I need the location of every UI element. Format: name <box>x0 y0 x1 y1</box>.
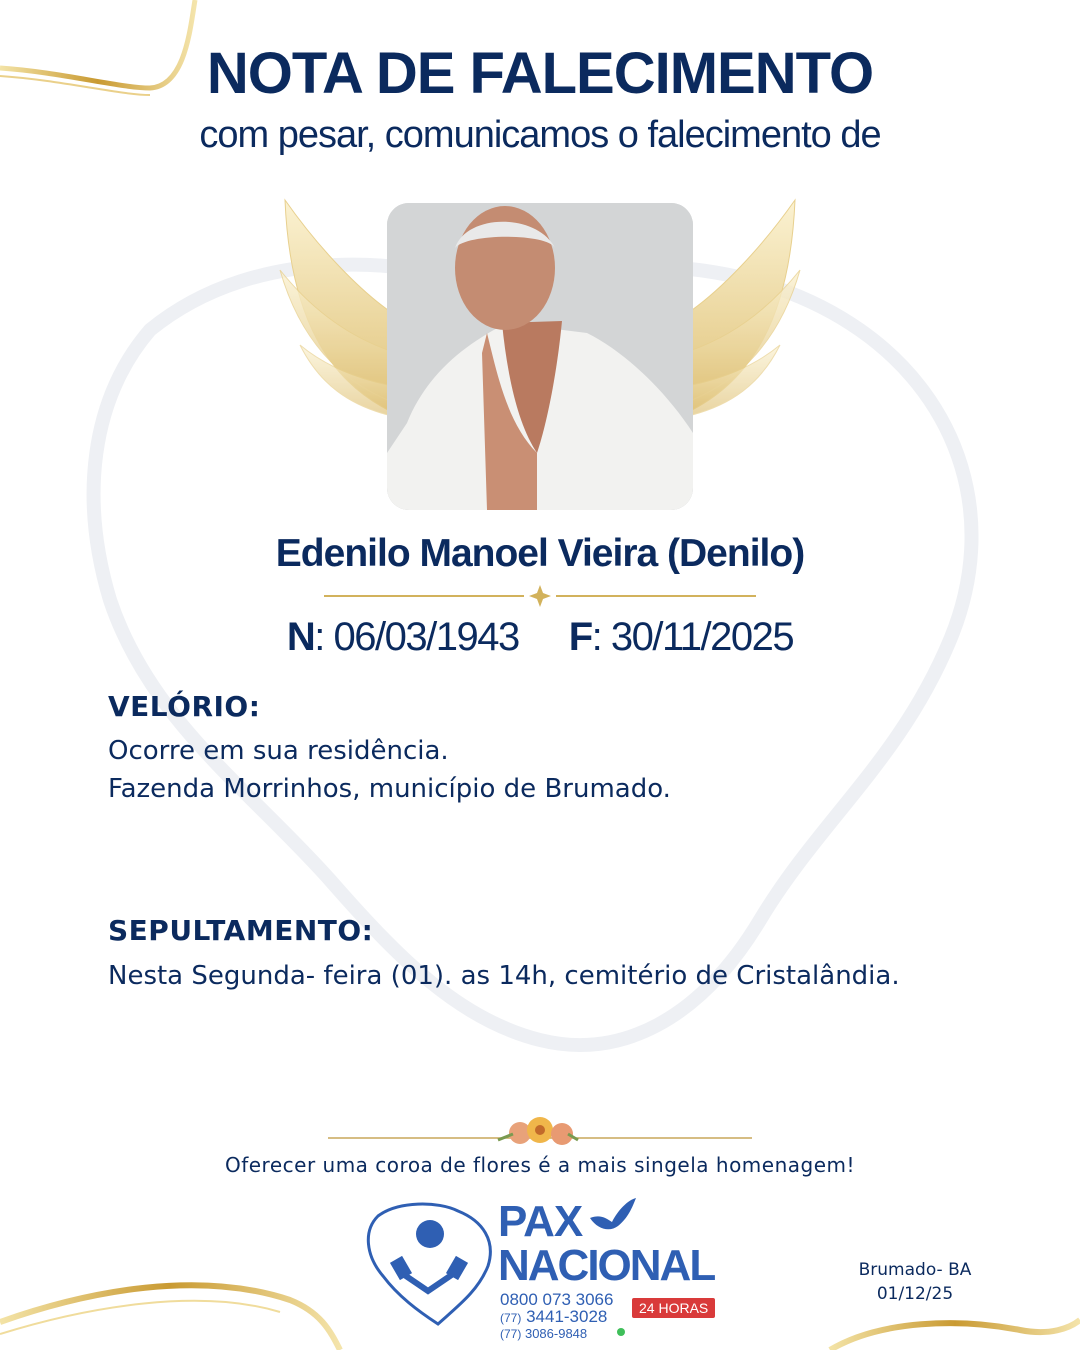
phone-tollfree: 0800 073 3066 <box>500 1290 614 1309</box>
phone-landline-prefix: (77) <box>500 1311 522 1325</box>
sepultamento-heading: SEPULTAMENTO: <box>108 914 374 947</box>
brazil-map-logo-icon <box>358 1196 498 1328</box>
dove-icon <box>588 1196 638 1236</box>
velorio-line-1: Ocorre em sua residência. <box>108 736 449 766</box>
page-title: NOTA DE FALECIMENTO <box>206 41 874 106</box>
phone-whatsapp-number: 3086-9848 <box>524 1326 588 1341</box>
gold-swirl-bottom-left <box>0 1285 340 1350</box>
velorio-line-2: Fazenda Morrinhos, município de Brumado. <box>108 774 671 804</box>
gold-swirl-bottom-right <box>830 1320 1080 1350</box>
phone-whatsapp-prefix: (77) <box>500 1327 522 1341</box>
tribute-message: Oferecer uma coroa de flores é a mais singela homenagem! <box>224 1153 856 1177</box>
birth-date: 06/03/1943 <box>333 615 519 659</box>
birth-label: N <box>286 615 315 659</box>
star-icon <box>529 585 551 607</box>
sepultamento-details <box>108 957 900 995</box>
publication-place: Brumado- BA <box>858 1260 972 1280</box>
deceased-name: Edenilo Manoel Vieira (Denilo) <box>275 532 805 575</box>
velorio-details <box>108 732 671 808</box>
brand-name-line-2: NACIONAL <box>498 1241 715 1290</box>
deceased-photo <box>387 203 693 510</box>
phone-landline-number: 3441-3028 <box>526 1307 608 1326</box>
phone-landline <box>500 1307 607 1327</box>
sepultamento-line-1: Nesta Segunda- feira (01). as 14h, cemitério de Cristalândia. <box>108 961 900 991</box>
publication-date: 01/12/25 <box>876 1284 954 1304</box>
portrait-placeholder <box>387 203 693 510</box>
brand-name-line-1: PAX <box>498 1197 583 1246</box>
dates-row: N: 06/03/1943 F: 30/11/2025 <box>286 615 794 659</box>
phone-whatsapp <box>500 1326 587 1341</box>
death-label: F <box>568 615 592 659</box>
page-subtitle: com pesar, comunicamos o falecimento de <box>199 114 881 156</box>
death-date: 30/11/2025 <box>610 615 794 659</box>
hours-badge: 24 HORAS <box>632 1298 715 1318</box>
whatsapp-icon <box>617 1328 625 1336</box>
flower-wreath-icon <box>328 1108 752 1158</box>
gold-divider <box>324 585 756 607</box>
velorio-heading: VELÓRIO: <box>108 690 261 723</box>
